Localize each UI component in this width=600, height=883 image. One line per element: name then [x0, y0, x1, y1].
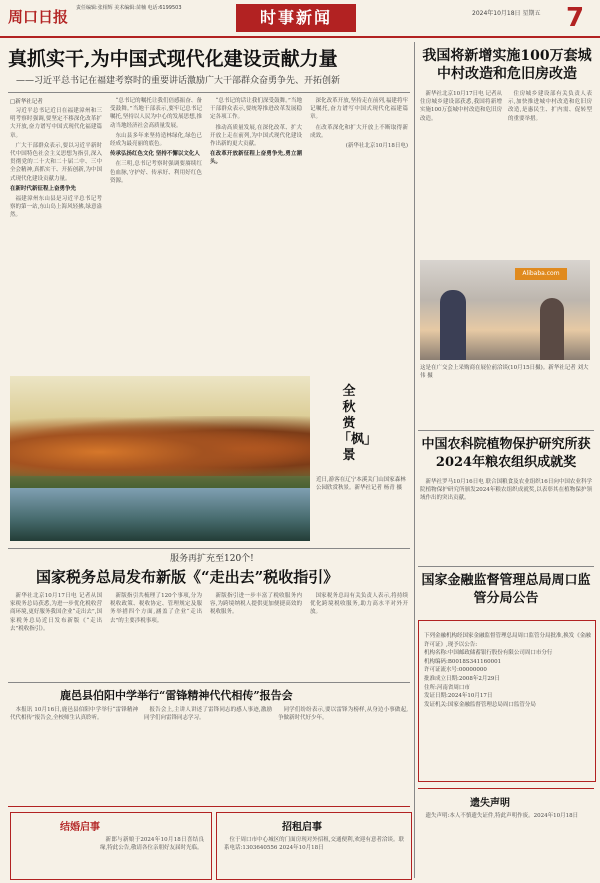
lead-section-heading: 在改革开放新征程上奋勇争先,勇立潮头。 [210, 151, 302, 166]
notice-divider [418, 566, 594, 567]
school-headline: 鹿邑县伯阳中学举行“雷锋精神代代相传”报告会 [60, 689, 293, 702]
school-column-2 [144, 706, 272, 802]
tax-column-4 [310, 592, 408, 678]
school-column-3 [278, 706, 408, 802]
issue-date: 2024年10月18日 星期五 [472, 10, 541, 17]
lead-paragraph: 东山县多年来坚持造林绿化,绿色已经成为最亮丽的底色。 [110, 132, 202, 148]
lead-paragraph: 推动高质量发展,在深化改革、扩大开放上走在前列,为中国式现代化建设作出新的更大贡献。 [210, 124, 302, 148]
notice-line: 发证日期:2024年10月17日 [424, 693, 493, 700]
notice-line: 下列金融机构经国家金融监督管理总局周口监管分局批准,换发《金融许可证》,现予以公告: [424, 633, 591, 648]
notice-line: 批准成立日期:2008年2月29日 [424, 675, 500, 682]
lead-paragraph: 在三明,总书记考察时强调要赓续红色血脉,守护好、传承好、利用好红色资源。 [110, 161, 202, 184]
photo-lake [10, 488, 310, 541]
lead-column-4 [310, 97, 408, 369]
autumn-maple-photo [10, 376, 310, 541]
lead-headline: 真抓实干,为中国式现代化建设贡献力量 [8, 48, 338, 70]
photo-person [440, 290, 466, 360]
school-paragraph: 本报讯 10月16日,鹿邑县伯阳中学举行“雷锋精神代代相传”报告会,全校师生认真聆听。 [10, 707, 138, 722]
tax-divider [8, 548, 410, 549]
recruit-text [224, 836, 404, 876]
village-headline: 我国将新增实施100万套城中村改造和危旧房改造 [422, 48, 592, 82]
lost-paragraph: 遗失声明:本人不慎遗失证件,特此声明作废。2024年10月18日 [425, 813, 579, 819]
editor-info: 责任编辑:张相辉 美术编辑:苗楠 电话:6199503 [76, 5, 182, 11]
tax-paragraph: 国家税务总局有关负责人表示,将持续优化跨境税收服务,助力高水平对外开放。 [310, 593, 408, 616]
school-paragraph: 同学们纷纷表示,要以雷锋为榜样,从身边小事做起,争做新时代好少年。 [278, 707, 408, 722]
agri-text [420, 478, 592, 564]
agri-paragraph: 新华社罗马10月16日电 联合国粮食及农业组织16日向中国农业科学院植物保护研究所颁发2024年粮农组织成就奖,以表彰其在植物保护领域作出的突出贡献。 [420, 479, 592, 502]
notice-details [424, 632, 592, 709]
recruit-paragraph: 位于周口市中心城区的门面房现对外招租,交通便利,欢迎有意者洽谈。联系电话:1303640556 2024年10月18日 [224, 837, 404, 852]
masthead: 周口日报 [8, 8, 69, 26]
notice-line: 许可证流水号:00000000 [424, 667, 487, 674]
photo-caption: 近日,游客在辽宁本溪关门山国家森林公园欣赏秋景。新华社记者 杨青 摄 [316, 477, 406, 491]
tax-paragraph: 新华社北京10月17日电 记者从国家税务总局获悉,为进一步优化税收营商环境,更好服务我国企业“走出去”,国家税务总局近日发布新版《“走出去”税收指引》。 [10, 593, 102, 632]
agri-divider [418, 430, 594, 431]
page-number: 7 [566, 3, 585, 33]
wedding-text [100, 836, 204, 876]
tax-paragraph: 新版指引共梳理了120个事项,分为税收政策、税收协定、管理规定及服务举措四个方面,涵盖了企业“走出去”的主要涉税事项。 [110, 593, 202, 624]
lead-column-1 [10, 107, 102, 369]
tax-headline: 国家税务总局发布新版《“走出去”税收指引》 [36, 568, 339, 586]
tax-column-1 [10, 592, 102, 678]
wedding-paragraph: 新郎与新娘于2024年10月18日喜结良缘,特此公告,敬请各位亲朋好友届时光临。 [100, 837, 204, 852]
recruit-title: 招租启事 [282, 822, 322, 833]
village-paragraph: 住房城乡建设部有关负责人表示,加快推进城中村改造和危旧房改造,是惠民生、扩内需、促转型的重要举措。 [508, 91, 592, 122]
lead-column-2 [110, 97, 202, 369]
photo-vertical-title: 全秋赏「枫」景 [338, 384, 378, 463]
lost-notice-text [420, 812, 592, 876]
tax-column-2 [110, 592, 202, 678]
village-column-2 [508, 90, 592, 254]
lead-section-heading: 传承弘扬红色文化 坚持不懈以文化人 [110, 151, 200, 158]
tax-banner: 服务再扩充至120个! [170, 554, 254, 564]
notice-line: 机构名称:中国邮政储蓄银行股份有限公司周口市分行 [424, 650, 553, 657]
tax-column-3 [210, 592, 302, 678]
lead-dateline: (新华社北京10月18日电) [345, 143, 408, 150]
lead-paragraph: 在改革深化和扩大开放上不断取得新成效。 [310, 124, 408, 139]
section-banner: 时事新闻 [236, 4, 356, 32]
photo-person [540, 298, 564, 360]
lead-paragraph: 习近平总书记近日在福建漳州和三明考察时强调,要坚定不移深化改革扩大开放,奋力谱写中国式现代化福建篇章。 [10, 108, 102, 139]
school-divider [8, 682, 410, 683]
lead-byline: □新华社记者 [10, 99, 43, 105]
page-header [0, 0, 600, 38]
lead-paragraph: 深化改革开放,坚持走在前列,福建将牢记嘱托,奋力谱写中国式现代化福建篇章。 [310, 98, 408, 121]
notice-line: 机构编码:B0018S341160001 [424, 658, 502, 665]
photo-hills [10, 416, 310, 476]
lead-section-heading: 在新时代新征程上奋勇争先 [10, 185, 77, 192]
notice-line: 发证机关:国家金融监督管理总局周口监管分局 [424, 701, 536, 708]
school-paragraph: 报告会上,主讲人讲述了雷锋同志的感人事迹,激励同学们向雷锋同志学习。 [144, 707, 272, 722]
lead-column-3 [210, 97, 302, 369]
lost-notice-title: 遗失声明 [470, 798, 510, 809]
booth-sign: Alibaba.com [515, 268, 567, 280]
village-paragraph: 新华社北京10月17日电 记者从住房城乡建设部获悉,我国将新增实施100万套城中村改造和危旧房改造。 [420, 91, 502, 122]
tax-paragraph: 新版指引进一步丰富了税收服务内容,为跨境纳税人提供更加便捷高效的税收服务。 [210, 593, 302, 616]
trade-fair-caption: 这是在广交会上采购商在展位前洽谈(10月15日摄)。新华社记者 刘大伟 摄 [420, 365, 589, 379]
lead-subheadline: ——习近平总书记在福建考察时的重要讲话激励广大干部群众奋勇争先、开拓创新 [16, 76, 341, 86]
lead-paragraph: 广大干部群众表示,要以习近平新时代中国特色社会主义思想为指引,深入贯彻党的二十大和二十届二中、三中全会精神,真抓实干、开拓创新,为中国式现代化建设贡献力量。 [10, 142, 102, 182]
ads-divider [8, 806, 410, 807]
lead-paragraph: “总书记的话让我们深受鼓舞。”当地干部群众表示,要统筹推进改革发展稳定各项工作。 [210, 98, 302, 121]
school-column-1 [10, 706, 138, 802]
lead-paragraph: 福建漳州东山县是习近平总书记考察的第一站,东山岛上海风轻拂,绿意盎然。 [10, 196, 102, 219]
notice-line: 住所:河南省周口市 [424, 684, 470, 691]
notice-headline: 国家金融监督管理总局周口监管分局公告 [421, 573, 591, 606]
lead-divider [8, 92, 410, 93]
village-column-1 [420, 90, 502, 254]
lost-divider [418, 788, 594, 789]
wedding-title: 结婚启事 [60, 822, 100, 833]
lead-paragraph: “总书记的嘱托让我们倍感振奋、备受鼓舞。”当地干部表示,要牢记总书记嘱托,坚持以人民为中心的发展思想,推动当地经济社会高质量发展。 [110, 98, 202, 129]
trade-fair-photo [420, 260, 590, 360]
agri-headline: 中国农科院植物保护研究所获2024年粮农组织成就奖 [421, 437, 591, 470]
column-divider [414, 42, 415, 878]
